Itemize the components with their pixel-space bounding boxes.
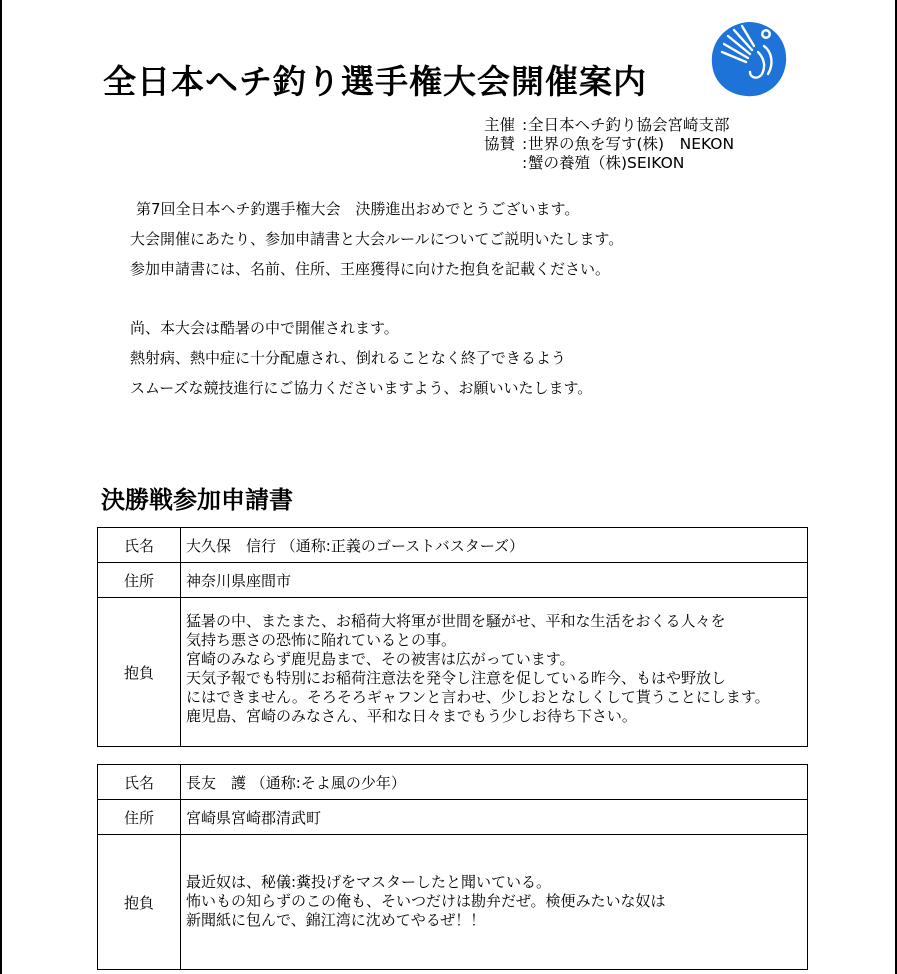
sponsor-value: 蟹の養殖（株)SEIKON xyxy=(528,154,685,172)
ambition-line: 新聞紙に包んで、錦江湾に沈めてやるぜ！！ xyxy=(186,911,486,929)
sponsor-label: 主催 xyxy=(484,116,516,134)
intro-line-1: 第7回全日本ヘチ釣選手権大会 決勝進出おめでとうございます。 xyxy=(136,200,580,218)
sponsor-separator: : xyxy=(522,154,528,172)
sponsor-label xyxy=(484,154,522,173)
ambition-line: 猛暑の中、またまた、お稲荷大将軍が世間を騒がせ、平和な生活をおくる人々を xyxy=(186,612,726,630)
applicant-address: 神奈川県座間市 xyxy=(181,563,808,598)
sponsor-row-support-2 xyxy=(484,154,734,173)
ambition-line: 怖いもの知らずのこの俺も、そいつだけは勘弁だぜ。検便みたいな奴は xyxy=(186,892,666,910)
sponsor-value: 世界の魚を写す(株) NEKON xyxy=(528,135,735,153)
applicant-address: 宮崎県宮崎郡清武町 xyxy=(181,800,808,835)
ambition-line: 宮崎のみならず鹿児島まで、その被害は広がっています。 xyxy=(186,650,575,668)
ambition-line: にはできません。そろそろギャフンと言わせ、少しおとなしくして貰うことにします。 xyxy=(186,688,770,706)
section-title: 決勝戦参加申請書 xyxy=(101,486,293,514)
name-label: 氏名 xyxy=(98,528,181,563)
applicant-ambition xyxy=(181,598,808,747)
sponsor-separator: : xyxy=(522,135,528,153)
page-border-left xyxy=(0,0,2,974)
application-form-1 xyxy=(97,527,808,747)
ambition-label: 抱負 xyxy=(98,598,181,747)
sponsor-list xyxy=(484,116,734,173)
applicant-name: 長友 護 （通称:そよ風の少年） xyxy=(181,765,808,800)
application-form-2 xyxy=(97,764,808,970)
sponsor-row-support xyxy=(484,135,734,154)
ambition-line: 気持ち悪さの恐怖に陥れているとの事。 xyxy=(186,631,457,649)
ambition-label: 抱負 xyxy=(98,835,181,970)
sponsor-separator: : xyxy=(522,116,528,134)
intro-line-5: 熱射病、熱中症に十分配慮され、倒れることなく終了できるよう xyxy=(130,349,566,367)
sponsor-value: 全日本ヘチ釣り協会宮崎支部 xyxy=(528,116,730,134)
intro-line-2: 大会開催にあたり、参加申請書と大会ルールについてご説明いたします。 xyxy=(130,230,624,248)
ambition-line: 天気予報でも特別にお稲荷注意法を発令し注意を促している昨今、もはや野放し xyxy=(186,669,727,687)
intro-line-3: 参加申請書には、名前、住所、王座獲得に向けた抱負を記載ください。 xyxy=(130,260,611,278)
intro-line-6: スムーズな競技進行にご協力くださいますよう、お願いいたします。 xyxy=(130,379,593,397)
sponsor-label: 協賛 xyxy=(484,135,516,153)
name-label: 氏名 xyxy=(98,765,181,800)
document-title: 全日本ヘチ釣り選手権大会開催案内 xyxy=(103,62,647,101)
address-label: 住所 xyxy=(98,563,181,598)
intro-line-4: 尚、本大会は酷暑の中で開催されます。 xyxy=(130,319,399,337)
ambition-line: 最近奴は、秘儀:糞投げをマスターしたと聞いている。 xyxy=(186,873,552,891)
applicant-name: 大久保 信行 （通称:正義のゴーストバスターズ） xyxy=(181,528,808,563)
address-label: 住所 xyxy=(98,800,181,835)
fishing-lure-icon xyxy=(706,16,790,100)
applicant-ambition xyxy=(181,835,808,970)
sponsor-row-organizer xyxy=(484,116,734,135)
ambition-line: 鹿児島、宮崎のみなさん、平和な日々までもう少しお待ち下さい。 xyxy=(186,707,637,725)
